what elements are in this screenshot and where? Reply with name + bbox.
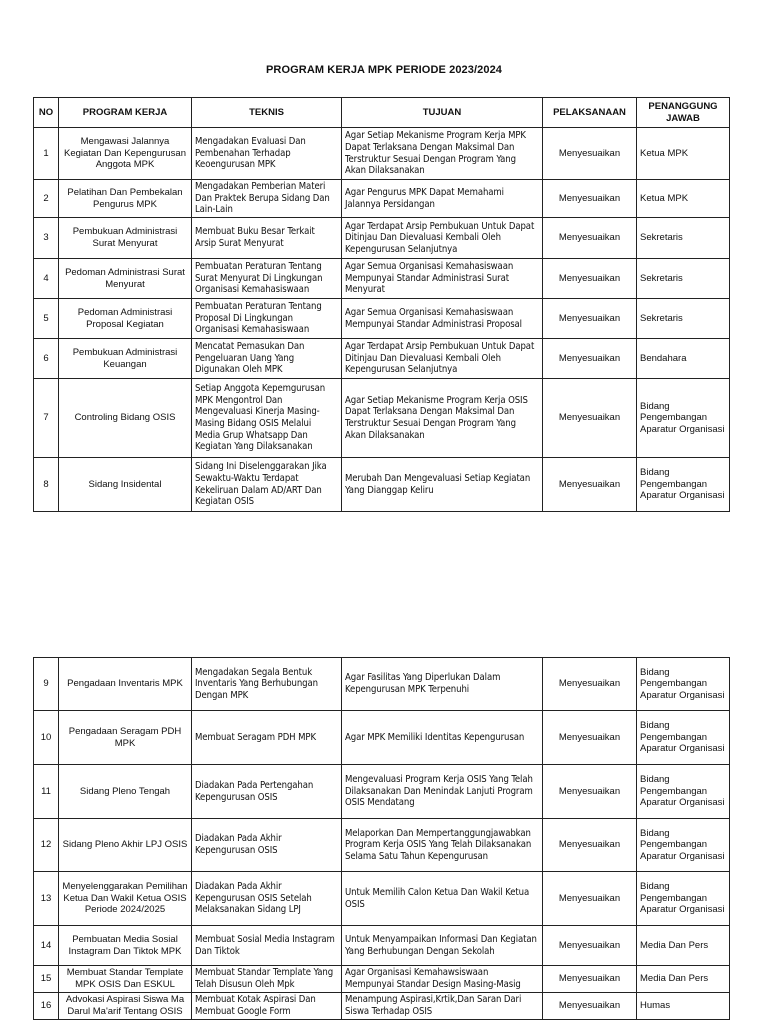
- cell-tujuan: Agar Semua Organisasi Kemahasiswaan Mempunyai Standar Administrasi Proposal: [342, 299, 543, 339]
- table-row: [34, 993, 730, 1020]
- cell-tujuan: Untuk Memilih Calon Ketua Dan Wakil Ketua OSIS: [342, 872, 543, 926]
- cell-no: 10: [34, 711, 59, 765]
- table-row: [34, 926, 730, 966]
- cell-program: Pembukuan Administrasi Surat Menyurat: [59, 218, 192, 259]
- cell-program: Pedoman Administrasi Surat Menyurat: [59, 259, 192, 299]
- cell-penanggung-jawab: Sekretaris: [637, 259, 730, 299]
- header-penanggung-jawab: PENANGGUNG JAWAB: [637, 98, 730, 128]
- header-teknis: TEKNIS: [192, 98, 342, 128]
- cell-no: 7: [34, 379, 59, 458]
- cell-pelaksanaan: Menyesuaikan: [543, 765, 637, 819]
- table-row: [34, 458, 730, 512]
- header-no: NO: [34, 98, 59, 128]
- table-row: [34, 872, 730, 926]
- cell-program: Pembuatan Media Sosial Instagram Dan Tiktok MPK: [59, 926, 192, 966]
- cell-program: Sidang Insidental: [59, 458, 192, 512]
- cell-tujuan: Melaporkan Dan Mempertanggungjawabkan Program Kerja OSIS Yang Telah Dilaksanakan Selama Satu Tahun Kepengurusan: [342, 819, 543, 872]
- cell-teknis: Mencatat Pemasukan Dan Pengeluaran Uang Yang Digunakan Oleh MPK: [192, 339, 342, 379]
- table-row: [34, 339, 730, 379]
- cell-penanggung-jawab: Bidang Pengembangan Aparatur Organisasi: [637, 711, 730, 765]
- cell-pelaksanaan: Menyesuaikan: [543, 128, 637, 180]
- cell-teknis: Membuat Buku Besar Terkait Arsip Surat Menyurat: [192, 218, 342, 259]
- cell-penanggung-jawab: Bidang Pengembangan Aparatur Organisasi: [637, 819, 730, 872]
- cell-tujuan: Menampung Aspirasi,Krtik,Dan Saran Dari Siswa Terhadap OSIS: [342, 993, 543, 1020]
- cell-program: Pembukuan Administrasi Keuangan: [59, 339, 192, 379]
- cell-tujuan: Agar Terdapat Arsip Pembukuan Untuk Dapat Ditinjau Dan Dievaluasi Kembali Oleh Kepengurusan Selanjutnya: [342, 218, 543, 259]
- table-row: [34, 658, 730, 711]
- cell-penanggung-jawab: Bidang Pengembangan Aparatur Organisasi: [637, 458, 730, 512]
- cell-teknis: Diadakan Pada Pertengahan Kepengurusan OSIS: [192, 765, 342, 819]
- cell-no: 16: [34, 993, 59, 1020]
- cell-pelaksanaan: Menyesuaikan: [543, 379, 637, 458]
- cell-teknis: Pembuatan Peraturan Tentang Proposal Di Lingkungan Organisasi Kemahasiswaan: [192, 299, 342, 339]
- cell-tujuan: Agar Setiap Mekanisme Program Kerja MPK Dapat Terlaksana Dengan Maksimal Dan Terstruktur Sesuai Dengan Program Yang Akan Dilaksanakan: [342, 128, 543, 180]
- cell-penanggung-jawab: Ketua MPK: [637, 128, 730, 180]
- cell-pelaksanaan: Menyesuaikan: [543, 872, 637, 926]
- cell-no: 1: [34, 128, 59, 180]
- cell-pelaksanaan: Menyesuaikan: [543, 658, 637, 711]
- cell-no: 4: [34, 259, 59, 299]
- cell-no: 12: [34, 819, 59, 872]
- cell-teknis: Mengadakan Evaluasi Dan Pembenahan Terhadap Keoengurusan MPK: [192, 128, 342, 180]
- cell-tujuan: Agar Organisasi Kemahawsiswaan Mempunyai Standar Design Masing-Masig: [342, 966, 543, 993]
- table-row: [34, 966, 730, 993]
- header-program: PROGRAM KERJA: [59, 98, 192, 128]
- cell-program: Mengawasi Jalannya Kegiatan Dan Kepengurusan Anggota MPK: [59, 128, 192, 180]
- cell-teknis: Membuat Sosial Media Instagram Dan Tiktok: [192, 926, 342, 966]
- cell-program: Sidang Pleno Akhir LPJ OSIS: [59, 819, 192, 872]
- cell-teknis: Mengadakan Pemberian Materi Dan Praktek Berupa Sidang Dan Lain-Lain: [192, 180, 342, 218]
- cell-no: 13: [34, 872, 59, 926]
- table-row: [34, 299, 730, 339]
- program-table-part-2: [33, 657, 730, 1020]
- cell-teknis: Mengadakan Segala Bentuk Inventaris Yang Berhubungan Dengan MPK: [192, 658, 342, 711]
- cell-pelaksanaan: Menyesuaikan: [543, 966, 637, 993]
- cell-tujuan: Agar Setiap Mekanisme Program Kerja OSIS Dapat Terlaksana Dengan Maksimal Dan Terstruktur Sesuai Dengan Program Yang Akan Dilaksanakan: [342, 379, 543, 458]
- cell-program: Menyelenggarakan Pemilihan Ketua Dan Wakil Ketua OSIS Periode 2024/2025: [59, 872, 192, 926]
- cell-penanggung-jawab: Humas: [637, 993, 730, 1020]
- table-row: [34, 765, 730, 819]
- cell-pelaksanaan: Menyesuaikan: [543, 458, 637, 512]
- cell-penanggung-jawab: Sekretaris: [637, 299, 730, 339]
- cell-no: 3: [34, 218, 59, 259]
- cell-no: 15: [34, 966, 59, 993]
- cell-penanggung-jawab: Media Dan Pers: [637, 966, 730, 993]
- cell-pelaksanaan: Menyesuaikan: [543, 259, 637, 299]
- cell-program: Pengadaan Inventaris MPK: [59, 658, 192, 711]
- cell-teknis: Membuat Kotak Aspirasi Dan Membuat Google Form: [192, 993, 342, 1020]
- cell-program: Membuat Standar Template MPK OSIS Dan ESKUL: [59, 966, 192, 993]
- cell-penanggung-jawab: Sekretaris: [637, 218, 730, 259]
- cell-penanggung-jawab: Ketua MPK: [637, 180, 730, 218]
- cell-teknis: Membuat Standar Template Yang Telah Disusun Oleh Mpk: [192, 966, 342, 993]
- cell-program: Pengadaan Seragam PDH MPK: [59, 711, 192, 765]
- cell-teknis: Diadakan Pada Akhir Kepengurusan OSIS: [192, 819, 342, 872]
- cell-tujuan: Agar Semua Organisasi Kemahasiswaan Mempunyai Standar Administrasi Surat Menyurat: [342, 259, 543, 299]
- cell-tujuan: Agar MPK Memiliki Identitas Kepengurusan: [342, 711, 543, 765]
- cell-teknis: Membuat Seragam PDH MPK: [192, 711, 342, 765]
- cell-no: 8: [34, 458, 59, 512]
- table-header-row: [34, 98, 730, 128]
- cell-tujuan: Agar Fasilitas Yang Diperlukan Dalam Kepengurusan MPK Terpenuhi: [342, 658, 543, 711]
- table-row: [34, 180, 730, 218]
- cell-penanggung-jawab: Bidang Pengembangan Aparatur Organisasi: [637, 765, 730, 819]
- cell-penanggung-jawab: Bidang Pengembangan Aparatur Organisasi: [637, 658, 730, 711]
- table-row: [34, 711, 730, 765]
- cell-penanggung-jawab: Bendahara: [637, 339, 730, 379]
- cell-pelaksanaan: Menyesuaikan: [543, 993, 637, 1020]
- cell-tujuan: Agar Pengurus MPK Dapat Memahami Jalannya Persidangan: [342, 180, 543, 218]
- cell-pelaksanaan: Menyesuaikan: [543, 926, 637, 966]
- cell-pelaksanaan: Menyesuaikan: [543, 819, 637, 872]
- cell-no: 6: [34, 339, 59, 379]
- cell-program: Advokasi Aspirasi Siswa Ma Darul Ma'arif Tentang OSIS: [59, 993, 192, 1020]
- cell-teknis: Setiap Anggota Kepemgurusan MPK Mengontrol Dan Mengevaluasi Kinerja Masing-Masing Bidang OSIS Melalui Media Grup Whatsapp Dan Kegiatan Yang Dilaksanakan: [192, 379, 342, 458]
- cell-tujuan: Merubah Dan Mengevaluasi Setiap Kegiatan Yang Dianggap Keliru: [342, 458, 543, 512]
- cell-pelaksanaan: Menyesuaikan: [543, 711, 637, 765]
- cell-program: Sidang Pleno Tengah: [59, 765, 192, 819]
- cell-teknis: Pembuatan Peraturan Tentang Surat Menyurat Di Lingkungan Organisasi Kemahasiswaan: [192, 259, 342, 299]
- cell-penanggung-jawab: Bidang Pengembangan Aparatur Organisasi: [637, 379, 730, 458]
- program-table-part-1: [33, 97, 730, 512]
- table-row: [34, 819, 730, 872]
- cell-program: Controling Bidang OSIS: [59, 379, 192, 458]
- cell-pelaksanaan: Menyesuaikan: [543, 339, 637, 379]
- cell-no: 9: [34, 658, 59, 711]
- cell-no: 2: [34, 180, 59, 218]
- table-row: [34, 259, 730, 299]
- cell-no: 14: [34, 926, 59, 966]
- header-tujuan: TUJUAN: [342, 98, 543, 128]
- cell-program: Pedoman Administrasi Proposal Kegiatan: [59, 299, 192, 339]
- cell-pelaksanaan: Menyesuaikan: [543, 180, 637, 218]
- table-row: [34, 379, 730, 458]
- cell-pelaksanaan: Menyesuaikan: [543, 218, 637, 259]
- cell-penanggung-jawab: Bidang Pengembangan Aparatur Organisasi: [637, 872, 730, 926]
- cell-tujuan: Mengevaluasi Program Kerja OSIS Yang Telah Dilaksanakan Dan Menindak Lanjuti Program OSIS Mendatang: [342, 765, 543, 819]
- cell-no: 11: [34, 765, 59, 819]
- cell-tujuan: Agar Terdapat Arsip Pembukuan Untuk Dapat Ditinjau Dan Dievaluasi Kembali Oleh Kepengurusan Selanjutnya: [342, 339, 543, 379]
- table-row: [34, 128, 730, 180]
- cell-teknis: Sidang Ini Diselenggarakan Jika Sewaktu-Waktu Terdapat Kekeliruan Dalam AD/ART Dan Kegiatan OSIS: [192, 458, 342, 512]
- header-pelaksanaan: PELAKSANAAN: [543, 98, 637, 128]
- cell-teknis: Diadakan Pada Akhir Kepengurusan OSIS Setelah Melaksanakan Sidang LPJ: [192, 872, 342, 926]
- table-row: [34, 218, 730, 259]
- cell-pelaksanaan: Menyesuaikan: [543, 299, 637, 339]
- document-title: PROGRAM KERJA MPK PERIODE 2023/2024: [266, 64, 502, 76]
- cell-penanggung-jawab: Media Dan Pers: [637, 926, 730, 966]
- cell-tujuan: Untuk Menyampaikan Informasi Dan Kegiatan Yang Berhubungan Dengan Sekolah: [342, 926, 543, 966]
- cell-program: Pelatihan Dan Pembekalan Pengurus MPK: [59, 180, 192, 218]
- cell-no: 5: [34, 299, 59, 339]
